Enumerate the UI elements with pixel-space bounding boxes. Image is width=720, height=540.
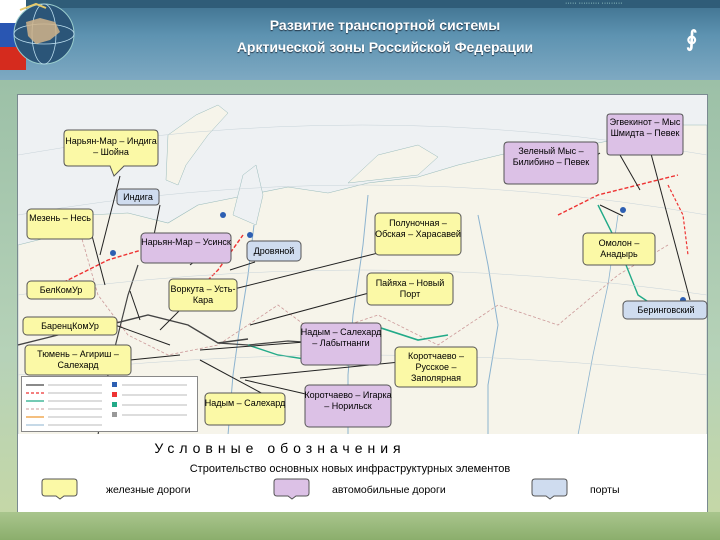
globe-logo-icon [0, 0, 88, 70]
legend-title: Условные обозначения [154, 440, 406, 456]
legend-port-label: порты [590, 484, 620, 496]
label-droviannoy: Дровяной [253, 246, 295, 256]
label-korotchaevo-russkoe: Коротчаево – Русское – Заполярная [407, 351, 465, 383]
legend-subtitle: Строительство основных новых инфраструктурных элементов [189, 463, 511, 475]
callout-nadym-salekhard [300, 322, 382, 368]
legend-road-label: автомобильные дороги [332, 484, 446, 496]
callout-droviannoy [246, 240, 302, 264]
callout-korotchaevo-igarka [304, 384, 392, 430]
bottom-landscape-strip [0, 512, 720, 540]
label-naryan-indiga: Нарьян-Мар – Индига – Шойна [65, 136, 157, 157]
label-belkomur: БелКомУр [39, 285, 83, 295]
legend-road-swatch [272, 478, 312, 500]
header-small-text: ····· ········· ········· [565, 0, 623, 7]
label-nadym-salekhard-2: Надым – Салехард [204, 398, 286, 408]
label-omolon: Омолон – Анадырь [598, 238, 640, 259]
label-beringovsky: Беринговский [637, 305, 695, 315]
callout-vorkuta [168, 278, 238, 314]
page-title [150, 14, 620, 58]
header-bar [0, 0, 720, 80]
callout-korotchaevo-russkoe [394, 346, 478, 390]
callout-egvekinot [604, 112, 686, 158]
label-vorkuta: Воркута – Усть-Кара [170, 284, 236, 305]
callout-zeleny-mys [500, 140, 602, 188]
title-line-1: Развитие транспортной системы [269, 17, 501, 33]
label-korotchaevo-igarka: Коротчаево – Игарка – Норильск [304, 390, 392, 411]
legend-port-swatch [530, 478, 570, 500]
callout-payakha [366, 272, 454, 308]
callout-indiga [116, 188, 160, 208]
callout-belkomur [26, 280, 96, 302]
callout-nadym-salekhard-2 [204, 392, 286, 428]
label-polunochnaya: Полуночная – Обская – Харасавей [375, 218, 461, 239]
inset-legend-graphic [22, 377, 197, 431]
label-nadym-salekhard: Надым – Салехард – Лабытнанги [300, 327, 382, 348]
callout-tyumen [24, 344, 132, 378]
map-inset-legend [21, 376, 198, 432]
label-egvekinot: Эгвекинот – Мыс Шмидта – Певек [609, 117, 681, 138]
emblem-icon: ∮ [686, 26, 698, 51]
label-naryan-usinsk: Нарьян-Мар – Усинск [141, 237, 231, 247]
callout-barentskomur [22, 316, 118, 338]
label-barentskomur: БаренцКомУр [41, 321, 99, 331]
callout-mezen [26, 208, 94, 242]
title-line-2: Арктической зоны Российской Федерации [236, 39, 534, 55]
callout-polunochnaya [374, 212, 462, 258]
callout-naryan-usinsk [140, 232, 232, 266]
callout-omolon [582, 232, 656, 268]
label-payakha: Пайяха – Новый Порт [375, 278, 445, 299]
callout-naryan-indiga [62, 128, 160, 176]
label-mezen: Мезень – Несь [29, 213, 91, 223]
callout-beringovsky [622, 300, 710, 322]
label-indiga: Индига [123, 192, 153, 202]
label-tyumen: Тюмень – Агириш – Салехард [37, 349, 119, 370]
legend-rail-label: железные дороги [106, 484, 191, 496]
label-zeleny-mys: Зеленый Мыс – Билибино – Певек [512, 146, 590, 167]
legend-rail-swatch [40, 478, 80, 500]
